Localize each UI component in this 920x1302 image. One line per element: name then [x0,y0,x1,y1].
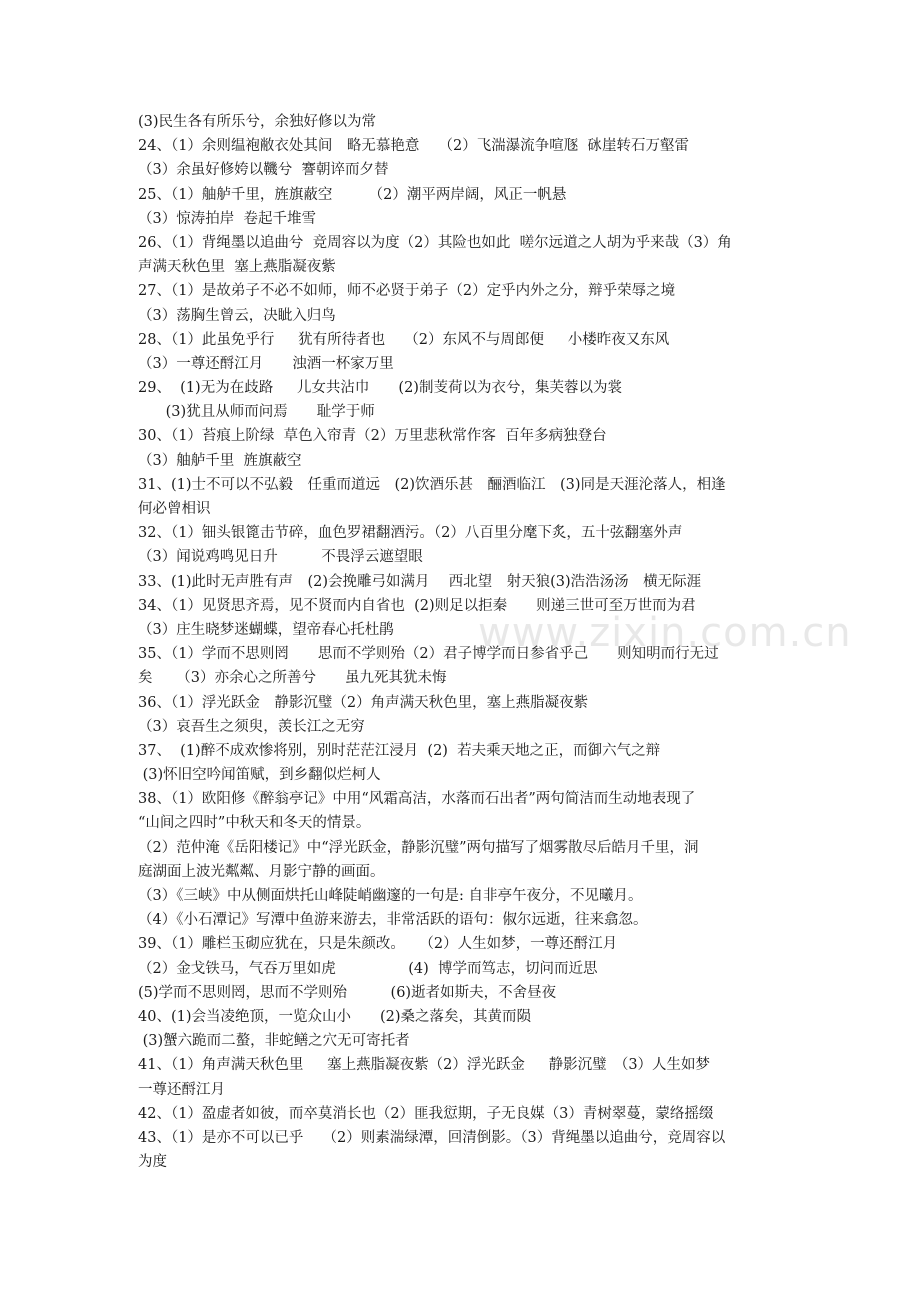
text-line: （2）范仲淹《岳阳楼记》中“浮光跃金，静影沉璧”两句描写了烟雾散尽后皓月千里，洞 [138,839,699,856]
text-line: 37、 (1)醉不成欢惨将别，别时茫茫江浸月 (2) 若夫乘天地之正，而御六气之辩 [138,742,661,759]
text-line: (3)怀旧空吟闻笛赋，到乡翻似烂柯人 [138,767,381,784]
text-line: （3）一尊还酹江月 浊酒一杯家万里 [138,355,394,372]
text-line: （3）余虽好修姱以鞿兮 謇朝谇而夕替 [138,162,389,179]
text-line: （2）金戈铁马，气吞万里如虎 (4) 博学而笃志，切问而近思 [138,960,598,977]
text-line: (3)蟹六跪而二螯，非蛇鳝之穴无可寄托者 [138,1033,410,1050]
text-line: 40、(1)会当凌绝顶，一览众山小 (2)桑之落矣，其黄而陨 [138,1008,532,1025]
text-line: 为度 [138,1154,167,1171]
text-line: 31、(1)士不可以不弘毅 任重而道远 (2)饮酒乐甚 酾酒临江 (3)同是天涯沦落人，相逢 [138,476,726,493]
text-line: “山间之四时”中秋天和冬天的情景。 [138,815,371,832]
text-line: 25、（1）舳舻千里，旌旗蔽空 （2）潮平两岸阔，风正一帆悬 [138,186,567,203]
text-line: 34、（1）见贤思齐焉，见不贤而内自省也 (2)则足以拒秦 则递三世可至万世而为君 [138,597,696,614]
watermark: www.zixin.com.cn [478,610,852,656]
text-line: （3）惊涛拍岸 卷起千堆雪 [138,210,316,227]
text-line: 35、（1）学而不思则罔 思而不学则殆（2）君子博学而日参省乎己 则知明而行无过 [138,646,719,663]
text-line: 27、（1）是故弟子不必不如师，师不必贤于弟子（2）定乎内外之分，辩乎荣辱之境 [138,283,676,300]
text-line: 声满天秋色里 塞上燕脂凝夜紫 [138,259,336,276]
text-line: (5)学而不思则罔，思而不学则殆 (6)逝者如斯夫，不舍昼夜 [138,984,557,1001]
text-line: （3）荡胸生曾云，决眦入归鸟 [138,307,336,324]
text-line: 矣 （3）亦余心之所善兮 虽九死其犹未悔 [138,670,447,687]
text-line: （4）《小石潭记》写潭中鱼游来游去，非常活跃的语句：俶尔远逝，往来翕忽。 [138,912,648,929]
text-line: 29、 (1)无为在歧路 儿女共沾巾 (2)制芰荷以为衣兮，集芙蓉以为裳 [138,380,622,397]
text-line: 41、（1）角声满天秋色里 塞上燕脂凝夜紫（2）浮光跃金 静影沉璧 （3）人生如梦 [138,1057,711,1074]
text-line: （3）舳舻千里 旌旗蔽空 [138,452,302,469]
text-line: 26、（1）背绳墨以追曲兮 竞周容以为度（2）其险也如此 嗟尔远道之人胡为乎来哉（3）角 [138,234,732,251]
text-line: 一尊还酹江月 [138,1081,225,1098]
text-line: 庭湖面上波光粼粼、月影宁静的画面。 [138,863,385,880]
text-line: 39、（1）雕栏玉砌应犹在，只是朱颜改。 （2）人生如梦，一尊还酹江月 [138,936,618,953]
text-line: (3)犹且从师而问焉 耻学于师 [138,404,375,421]
text-line: 何必曾相识 [138,501,211,517]
text-line: （3）闻说鸡鸣见日升 不畏浮云遮望眼 [138,549,423,566]
text-line: 33、(1)此时无声胜有声 (2)会挽雕弓如满月 西北望 射天狼(3)浩浩汤汤 横无际涯 [138,573,702,590]
text-line: 38、（1）欧阳修《醉翁亭记》中用“风霜高洁，水落而石出者”两句简洁而生动地表现了 [138,791,696,808]
text-line: 24、（1）余则缊袍敝衣处其间 略无慕艳意 （2）飞湍瀑流争喧豗 砯崖转石万壑雷 [138,138,689,155]
text-line: （3）哀吾生之须臾，羡长江之无穷 [138,718,365,735]
text-line: (3)民生各有所乐兮，余独好修以为常 [138,114,377,130]
text-line: 32、（1）钿头银篦击节碎，血色罗裙翻酒污。（2）八百里分麾下炙，五十弦翻塞外声 [138,525,683,542]
text-line: 28、（1）此虽免乎行 犹有所待者也 （2）东风不与周郎便 小楼昨夜又东风 [138,331,670,348]
text-line: （3）《三峡》中从侧面烘托山峰陡峭幽邃的一句是: 自非亭午夜分，不见曦月。 [138,888,643,904]
text-line: 43、（1）是亦不可以已乎 （2）则素湍绿潭，回清倒影。（3）背绳墨以追曲兮，竞周容以 [138,1129,726,1146]
text-line: 36、（1）浮光跃金 静影沉璧（2）角声满天秋色里，塞上燕脂凝夜紫 [138,694,589,711]
text-line: （3）庄生晓梦迷蝴蝶，望帝春心托杜鹃 [138,621,394,638]
text-line: 42、（1）盈虚者如彼，而卒莫消长也（2）匪我愆期，子无良媒（3）青树翠蔓，蒙络摇缀 [138,1105,714,1122]
text-line: 30、（1）苔痕上阶绿 草色入帘青（2）万里悲秋常作客 百年多病独登台 [138,428,607,445]
